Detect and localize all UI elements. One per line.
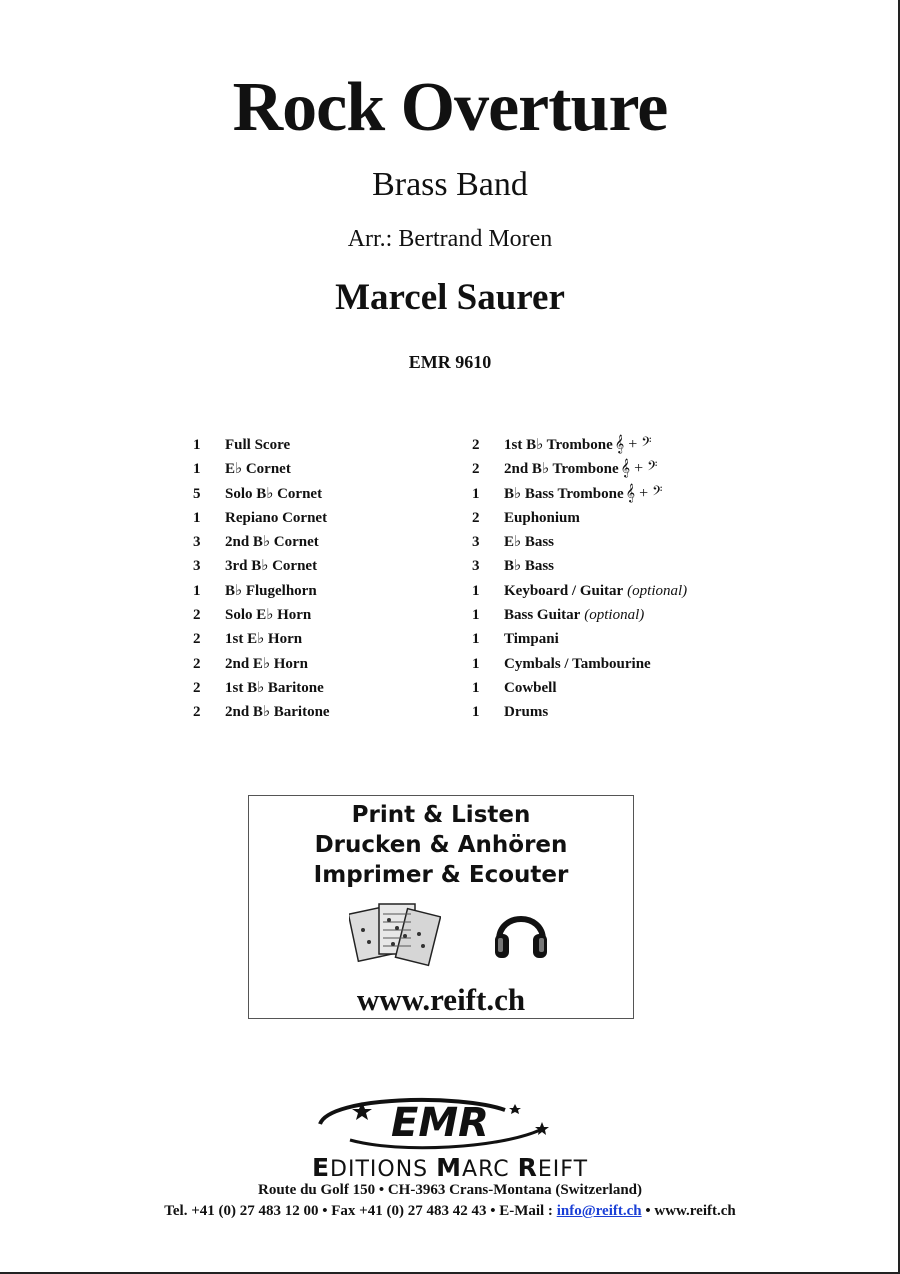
page-title: Rock Overture bbox=[232, 69, 668, 146]
part-name: B♭ Bass Trombone bbox=[504, 485, 624, 502]
part-row bbox=[193, 506, 453, 530]
publisher-address: Route du Golf 150 • CH-3963 Crans-Montana (Switzerland) bbox=[258, 1182, 642, 1198]
part-name: Timpani bbox=[504, 631, 559, 648]
part-row bbox=[472, 652, 772, 676]
part-row bbox=[472, 530, 772, 554]
part-quantity: 1 bbox=[193, 437, 201, 453]
email-link[interactable]: info@reift.ch bbox=[556, 1203, 642, 1219]
part-quantity: 1 bbox=[472, 655, 480, 672]
part-quantity: 2 bbox=[472, 437, 480, 453]
promo-icons bbox=[249, 900, 633, 978]
part-name: 2nd B♭ Baritone bbox=[225, 704, 330, 721]
part-row bbox=[472, 554, 772, 578]
part-row bbox=[472, 433, 772, 457]
promo-line: Imprimer & Ecouter bbox=[313, 862, 569, 888]
part-name: Bass Guitar bbox=[504, 607, 581, 624]
catalog-number: EMR 9610 bbox=[408, 352, 492, 372]
part-row bbox=[193, 652, 453, 676]
part-name: Cymbals / Tambourine bbox=[504, 655, 651, 672]
parts-list-left bbox=[193, 433, 453, 725]
part-name: E♭ Cornet bbox=[225, 461, 291, 478]
part-name: Cowbell bbox=[504, 679, 557, 696]
publisher-name-part: ARC bbox=[462, 1157, 518, 1182]
part-quantity: 2 bbox=[193, 607, 201, 624]
part-name: Full Score bbox=[225, 437, 291, 453]
parts-list-right bbox=[472, 433, 772, 725]
part-quantity: 1 bbox=[472, 485, 480, 502]
part-row bbox=[472, 676, 772, 700]
part-quantity: 3 bbox=[193, 558, 201, 575]
part-row bbox=[193, 482, 453, 506]
part-name: Solo E♭ Horn bbox=[225, 607, 312, 624]
part-row bbox=[472, 700, 772, 724]
part-row bbox=[193, 579, 453, 603]
logo-text: EMR bbox=[391, 1100, 489, 1146]
part-quantity: 5 bbox=[193, 485, 201, 502]
part-quantity: 3 bbox=[193, 534, 201, 551]
part-name: Solo B♭ Cornet bbox=[225, 485, 323, 502]
print-listen-box bbox=[248, 795, 634, 1019]
part-row bbox=[193, 554, 453, 578]
part-row bbox=[193, 700, 453, 724]
promo-line: Drucken & Anhören bbox=[314, 832, 568, 858]
headphones-icon bbox=[491, 900, 551, 962]
part-row bbox=[472, 627, 772, 651]
part-quantity: 1 bbox=[472, 679, 480, 696]
part-row bbox=[472, 603, 772, 627]
publisher-name bbox=[0, 1153, 900, 1182]
part-name: 2nd B♭ Trombone bbox=[504, 461, 619, 478]
composer: Marcel Saurer bbox=[335, 277, 565, 318]
subtitle: Brass Band bbox=[372, 166, 528, 203]
part-quantity: 1 bbox=[472, 631, 480, 648]
emr-logo bbox=[310, 1092, 560, 1152]
clef-icons: 𝄞 + 𝄢 bbox=[614, 436, 652, 453]
part-name: E♭ Bass bbox=[504, 534, 555, 551]
promo-url[interactable]: www.reift.ch bbox=[356, 982, 526, 1017]
part-row bbox=[472, 506, 772, 530]
part-row bbox=[472, 579, 772, 603]
part-name: B♭ Flugelhorn bbox=[225, 582, 317, 599]
arranger: Arr.: Bertrand Moren bbox=[347, 226, 553, 252]
part-name: Euphonium bbox=[504, 509, 580, 526]
part-name: 3rd B♭ Cornet bbox=[225, 558, 318, 575]
part-quantity: 3 bbox=[472, 558, 480, 575]
promo-line: Print & Listen bbox=[351, 802, 531, 828]
part-quantity: 1 bbox=[472, 607, 480, 624]
part-name: 2nd E♭ Horn bbox=[225, 655, 308, 672]
sheet-music-icon bbox=[349, 900, 441, 972]
publisher-name-part: M bbox=[436, 1153, 463, 1182]
part-quantity: 2 bbox=[193, 631, 201, 648]
part-name: Keyboard / Guitar bbox=[504, 582, 624, 599]
part-quantity: 1 bbox=[193, 461, 201, 478]
part-quantity: 3 bbox=[472, 534, 480, 551]
part-quantity: 1 bbox=[472, 582, 480, 599]
part-name: 2nd B♭ Cornet bbox=[225, 534, 319, 551]
part-row bbox=[193, 433, 453, 457]
publisher-name-part: EIFT bbox=[537, 1157, 589, 1182]
contact-suffix: • www.reift.ch bbox=[645, 1203, 736, 1219]
part-quantity: 1 bbox=[472, 704, 480, 721]
publisher-name-part: R bbox=[517, 1153, 538, 1182]
publisher-contact bbox=[0, 1203, 900, 1220]
part-name: Drums bbox=[504, 704, 549, 721]
part-quantity: 2 bbox=[193, 679, 201, 696]
part-quantity: 1 bbox=[193, 582, 201, 599]
part-row bbox=[193, 457, 453, 481]
contact-prefix: Tel. +41 (0) 27 483 12 00 • Fax +41 (0) 27 483 42 43 • E-Mail : bbox=[164, 1203, 553, 1219]
part-name: Repiano Cornet bbox=[225, 509, 328, 526]
clef-icons: 𝄞 + 𝄢 bbox=[620, 460, 658, 478]
part-row bbox=[193, 530, 453, 554]
publisher-name-part: DITIONS bbox=[330, 1157, 437, 1182]
part-name: B♭ Bass bbox=[504, 558, 555, 575]
part-quantity: 1 bbox=[193, 509, 201, 526]
part-name: 1st E♭ Horn bbox=[225, 631, 303, 648]
part-row bbox=[193, 603, 453, 627]
clef-icons: 𝄞 + 𝄢 bbox=[625, 484, 663, 502]
part-name: 1st B♭ Trombone bbox=[504, 437, 613, 453]
part-note: (optional) bbox=[627, 582, 688, 599]
publisher-name-part: E bbox=[311, 1153, 331, 1182]
part-note: (optional) bbox=[584, 607, 645, 624]
part-quantity: 2 bbox=[193, 655, 201, 672]
part-row bbox=[472, 457, 772, 481]
part-quantity: 2 bbox=[472, 461, 480, 478]
part-row bbox=[193, 676, 453, 700]
part-row bbox=[472, 482, 772, 506]
part-name: 1st B♭ Baritone bbox=[225, 679, 324, 696]
part-quantity: 2 bbox=[193, 704, 201, 721]
part-quantity: 2 bbox=[472, 509, 480, 526]
part-row bbox=[193, 627, 453, 651]
